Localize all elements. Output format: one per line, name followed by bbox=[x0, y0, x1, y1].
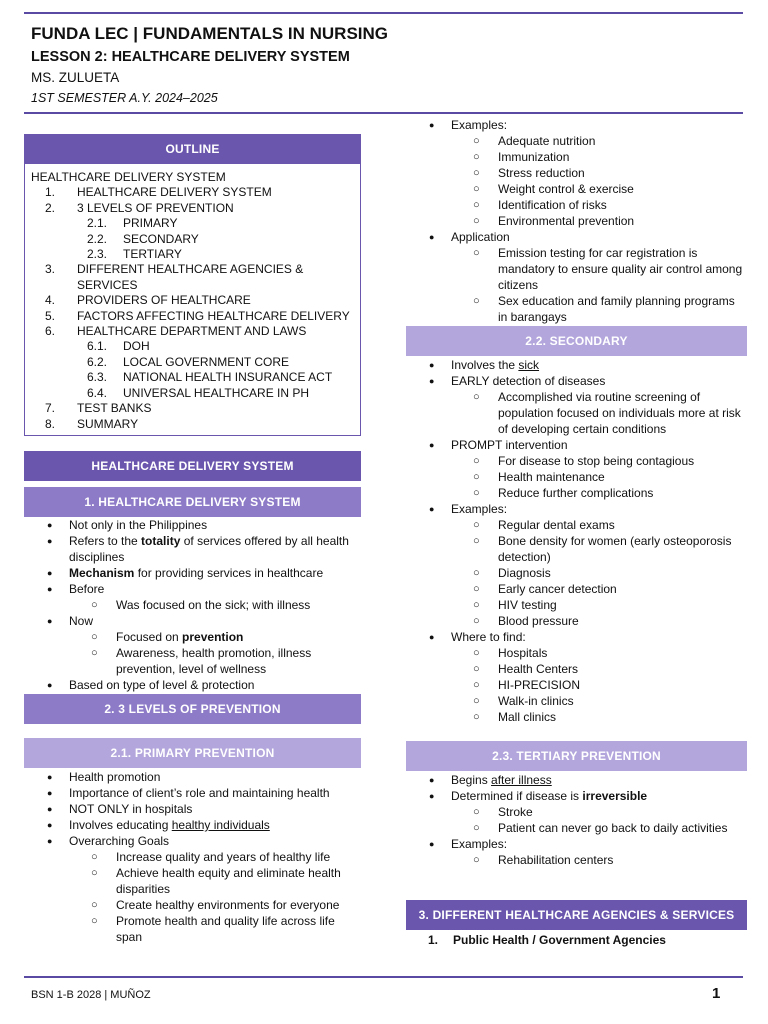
outline-item-label: UNIVERSAL HEALTHCARE IN PH bbox=[123, 385, 310, 400]
outline-item bbox=[31, 386, 354, 401]
outline-item-number: 5. bbox=[45, 308, 56, 323]
outline-item-label: 3 LEVELS OF PREVENTION bbox=[77, 200, 234, 215]
list-item: ○ Health maintenance bbox=[451, 469, 747, 485]
list-item: ● PROMPT intervention ○ For disease to stop being contagious ○ Health maintenance ○ Reduce further complications bbox=[406, 437, 747, 501]
outline-item bbox=[31, 185, 354, 200]
list-item: ○ Achieve health equity and eliminate health disparities bbox=[69, 865, 361, 897]
outline-item-label: DOH bbox=[123, 339, 150, 354]
list-item: ○ Sex education and family planning programs in barangays bbox=[451, 293, 747, 325]
tertiary-list bbox=[406, 772, 747, 868]
list-item: ● Based on type of level & protection bbox=[24, 677, 361, 693]
list-item: ● Importance of client’s role and maintaining health bbox=[24, 785, 361, 801]
list-item: ○ Hospitals bbox=[451, 645, 747, 661]
list-item: ○ Stroke bbox=[451, 804, 747, 820]
outline-item bbox=[31, 309, 354, 324]
outline-item bbox=[31, 262, 354, 293]
outline-item-label: PROVIDERS OF HEALTHCARE bbox=[77, 293, 251, 308]
outline-item-number: 8. bbox=[45, 416, 56, 431]
list-item: 1. Public Health / Government Agencies bbox=[428, 933, 666, 947]
list-item: ● Examples: ○ Regular dental exams ○ Bone density for women (early osteoporosis detection) ○ Diagnosis ○ Early cancer detection ○ HIV testing ○ Blood pressure bbox=[406, 501, 747, 629]
outline-item-label: NATIONAL HEALTH INSURANCE ACT bbox=[123, 370, 333, 385]
list-item: ● Overarching Goals ○ Increase quality and years of healthy life ○ Achieve health equity and eliminate health disparities ○ Create healthy environments for everyone ○ Promote health and quality life across life span bbox=[24, 833, 361, 945]
outline-item bbox=[31, 417, 354, 432]
list-item: ● Begins after illness bbox=[406, 772, 747, 788]
list-item: ● EARLY detection of diseases ○ Accomplished via routine screening of population focused on individuals more at risk of developing certain conditions bbox=[406, 373, 747, 437]
page-number: 1 bbox=[712, 985, 721, 1002]
outline-item-label: DIFFERENT HEALTHCARE AGENCIES & SERVICES bbox=[77, 262, 304, 292]
list-item: ○ Weight control & exercise bbox=[451, 181, 747, 197]
primary-application-list bbox=[451, 245, 747, 325]
list-item: ● Examples: ○ Rehabilitation centers bbox=[406, 836, 747, 868]
list-item: ○ Mall clinics bbox=[451, 709, 747, 725]
outline-item-label: LOCAL GOVERNMENT CORE bbox=[123, 354, 290, 369]
list-item: ○ Immunization bbox=[451, 149, 747, 165]
professor-name: MS. ZULUETA bbox=[31, 70, 120, 85]
outline-item-number: 6. bbox=[45, 324, 56, 339]
outline-item-label: SECONDARY bbox=[123, 231, 199, 246]
outline-item-number: 2.1. bbox=[87, 216, 108, 231]
outline-item-number: 1. bbox=[45, 185, 56, 200]
outline-item-label: HEALTHCARE DELIVERY SYSTEM bbox=[77, 185, 272, 200]
outline-item bbox=[31, 339, 354, 354]
list-item: ● NOT ONLY in hospitals bbox=[24, 801, 361, 817]
outline-item bbox=[31, 293, 354, 308]
list-item: ○ HIV testing bbox=[451, 597, 747, 613]
tertiary-irreversible-list bbox=[451, 804, 747, 836]
list-item: ● Examples: ○ Adequate nutrition ○ Immunization ○ Stress reduction ○ Weight control & exercise ○ Identification of risks ○ Environmental prevention bbox=[406, 117, 747, 229]
list-item: ○ Health Centers bbox=[451, 661, 747, 677]
outline-item-number: 3. bbox=[45, 262, 56, 277]
primary-list bbox=[24, 769, 361, 945]
list-item: ○ Adequate nutrition bbox=[451, 133, 747, 149]
list-item: ○ Diagnosis bbox=[451, 565, 747, 581]
outline-box bbox=[24, 164, 361, 436]
list-item: ● Determined if disease is irreversible ○ Stroke ○ Patient can never go back to daily activities bbox=[406, 788, 747, 836]
list-item: ○ Environmental prevention bbox=[451, 213, 747, 229]
list-item: ● Refers to the totality of services offered by all health disciplines bbox=[24, 533, 361, 565]
outline-list bbox=[31, 185, 354, 432]
outline-item-number: 6.4. bbox=[87, 385, 108, 400]
list-item: ○ Identification of risks bbox=[451, 197, 747, 213]
list-item: ● Not only in the Philippines bbox=[24, 517, 361, 533]
list-item: ○ Promote health and quality life across life span bbox=[69, 913, 361, 945]
outline-item-number: 7. bbox=[45, 401, 56, 416]
list-item: ○ Awareness, health promotion, illness prevention, level of wellness bbox=[69, 645, 361, 677]
list-item: ○ Accomplished via routine screening of population focused on individuals more at risk of developing certain conditions bbox=[451, 389, 747, 437]
outline-item-number: 4. bbox=[45, 293, 56, 308]
list-item: ○ Patient can never go back to daily activities bbox=[451, 820, 747, 836]
tertiary-examples-list bbox=[451, 852, 747, 868]
left-column bbox=[24, 134, 361, 945]
list-item: ○ Create healthy environments for everyone bbox=[69, 897, 361, 913]
outline-item-number: 2.3. bbox=[87, 247, 108, 262]
list-item: ○ Regular dental exams bbox=[451, 517, 747, 533]
top-rule bbox=[24, 12, 743, 14]
outline-item-label: FACTORS AFFECTING HEALTHCARE DELIVERY bbox=[77, 308, 350, 323]
subsection-heading-secondary: 2.2. SECONDARY bbox=[406, 326, 747, 356]
page-header bbox=[31, 22, 731, 108]
outline-heading: OUTLINE bbox=[24, 134, 361, 164]
outline-item bbox=[31, 247, 354, 262]
list-item: ○ Was focused on the sick; with illness bbox=[69, 597, 361, 613]
list-item: ● Involves the sick bbox=[406, 357, 747, 373]
outline-item-label: HEALTHCARE DEPARTMENT AND LAWS bbox=[77, 324, 307, 339]
outline-item-label: PRIMARY bbox=[123, 216, 178, 231]
outline-item-number: 2.2. bbox=[87, 231, 108, 246]
list-item: ○ Bone density for women (early osteoporosis detection) bbox=[451, 533, 747, 565]
hds-list bbox=[24, 517, 361, 693]
list-item: ○ Walk-in clinics bbox=[451, 693, 747, 709]
section-heading-hds: HEALTHCARE DELIVERY SYSTEM bbox=[24, 451, 361, 481]
right-column bbox=[406, 117, 747, 948]
primary-continued-list bbox=[406, 117, 747, 325]
list-item: ○ For disease to stop being contagious bbox=[451, 453, 747, 469]
list-item: ○ Rehabilitation centers bbox=[451, 852, 747, 868]
section-heading-agencies: 3. DIFFERENT HEALTHCARE AGENCIES & SERVICES bbox=[406, 900, 747, 930]
agencies-list bbox=[406, 932, 747, 948]
list-item: ○ Increase quality and years of healthy life bbox=[69, 849, 361, 865]
outline-item-number: 6.3. bbox=[87, 370, 108, 385]
list-item: ● Now ○ Focused on prevention ○ Awareness, health promotion, illness prevention, level of wellness bbox=[24, 613, 361, 677]
list-item: ○ Emission testing for car registration is mandatory to ensure quality air control among citizens bbox=[451, 245, 747, 293]
outline-item bbox=[31, 370, 354, 385]
outline-item-label: TEST BANKS bbox=[77, 401, 152, 416]
list-item: ○ Early cancer detection bbox=[451, 581, 747, 597]
outline-item bbox=[31, 324, 354, 339]
outline-item bbox=[31, 401, 354, 416]
footer-text: BSN 1-B 2028 | MUÑOZ bbox=[31, 989, 151, 1001]
lesson-title: LESSON 2: HEALTHCARE DELIVERY SYSTEM bbox=[31, 49, 350, 65]
secondary-intervention-list bbox=[451, 453, 747, 501]
header-rule bbox=[24, 112, 743, 114]
page-title: FUNDA LEC | FUNDAMENTALS IN NURSING bbox=[31, 24, 389, 43]
subsection-heading-primary: 2.1. PRIMARY PREVENTION bbox=[24, 738, 361, 768]
outline-intro: HEALTHCARE DELIVERY SYSTEM bbox=[31, 170, 226, 184]
secondary-where-list bbox=[451, 645, 747, 725]
list-item: ● Application ○ Emission testing for car registration is mandatory to ensure quality air control among citizens ○ Sex education and family planning programs in barangays bbox=[406, 229, 747, 325]
list-item: ○ Reduce further complications bbox=[451, 485, 747, 501]
goals-list bbox=[69, 849, 361, 945]
outline-item bbox=[31, 216, 354, 231]
list-item: ● Involves educating healthy individuals bbox=[24, 817, 361, 833]
outline-item bbox=[31, 201, 354, 216]
outline-item bbox=[31, 355, 354, 370]
outline-item-number: 6.1. bbox=[87, 339, 108, 354]
outline-item-number: 6.2. bbox=[87, 354, 108, 369]
semester-label: 1ST SEMESTER A.Y. 2024–2025 bbox=[31, 91, 218, 105]
list-item: ● Health promotion bbox=[24, 769, 361, 785]
outline-item-number: 2. bbox=[45, 200, 56, 215]
outline-item-label: TERTIARY bbox=[123, 247, 182, 262]
subsection-heading-levels: 2. 3 LEVELS OF PREVENTION bbox=[24, 694, 361, 724]
footer-rule bbox=[24, 976, 743, 978]
subsection-heading-tertiary: 2.3. TERTIARY PREVENTION bbox=[406, 741, 747, 771]
secondary-examples-list bbox=[451, 517, 747, 629]
list-item: ○ Blood pressure bbox=[451, 613, 747, 629]
list-item: ● Mechanism for providing services in healthcare bbox=[24, 565, 361, 581]
outline-item-label: SUMMARY bbox=[77, 416, 139, 431]
subsection-heading-hds: 1. HEALTHCARE DELIVERY SYSTEM bbox=[24, 487, 361, 517]
list-item: ○ Focused on prevention bbox=[69, 629, 361, 645]
list-item: ○ HI-PRECISION bbox=[451, 677, 747, 693]
list-item: ● Before ○ Was focused on the sick; with illness bbox=[24, 581, 361, 613]
list-item: ● Where to find: ○ Hospitals ○ Health Centers ○ HI-PRECISION ○ Walk-in clinics ○ Mall clinics bbox=[406, 629, 747, 725]
secondary-list bbox=[406, 357, 747, 725]
outline-item bbox=[31, 232, 354, 247]
primary-examples-list bbox=[451, 133, 747, 229]
list-item: ○ Stress reduction bbox=[451, 165, 747, 181]
